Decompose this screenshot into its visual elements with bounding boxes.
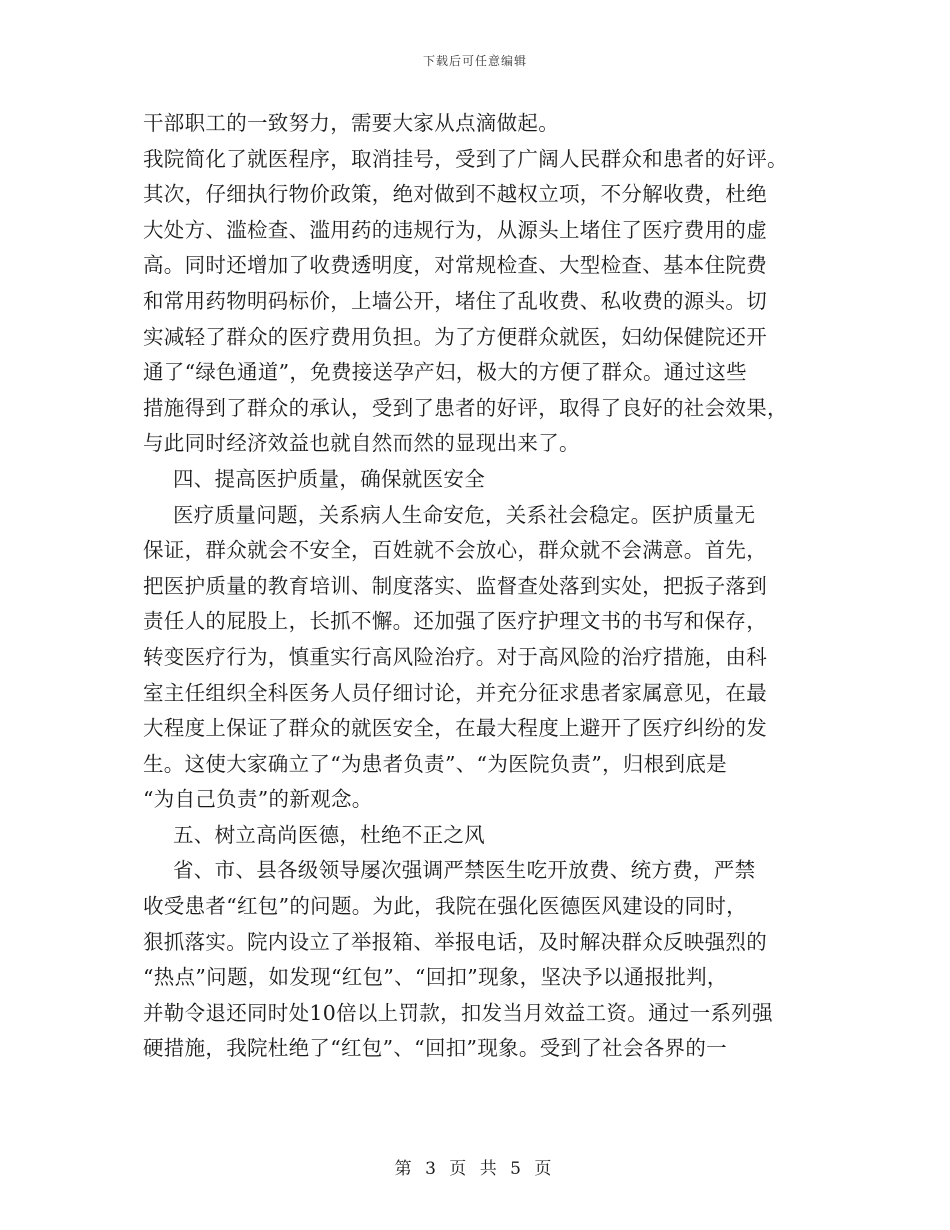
text-line: 责任人的屁股上，长抓不懈。还加强了医疗护理文书的书写和保存， xyxy=(143,609,767,634)
text-line: 措施得到了群众的承认，受到了患者的好评，取得了良好的社会效果， xyxy=(143,395,788,420)
text-line: 硬措施，我院杜绝了“红包”、“回扣”现象。受到了社会各界的一 xyxy=(143,1036,727,1061)
text-line: 把医护质量的教育培训、制度落实、监督查处落到实处，把扳子落到 xyxy=(143,573,767,598)
document-body xyxy=(143,106,813,1067)
text-line: 大程度上保证了群众的就医安全，在最大程度上避开了医疗纠纷的发 xyxy=(143,716,767,741)
text-line: 高。同时还增加了收费透明度，对常规检查、大型检查、基本住院费 xyxy=(143,253,767,278)
text-line: 并勒令退还同时处10倍以上罚款，扣发当月效益工资。通过一系列强 xyxy=(143,1000,773,1025)
text-line: 大处方、滥检查、滥用药的违规行为，从源头上堵住了医疗费用的虚 xyxy=(143,217,767,242)
page-header: 下载后可任意编辑 xyxy=(422,54,527,68)
text-line: 通了“绿色通道”，免费接送孕产妇，极大的方便了群众。通过这些 xyxy=(143,360,747,385)
text-line: 收受患者“红包”的问题。为此，我院在强化医德医风建设的同时， xyxy=(143,894,747,919)
text-line: 其次，仔细执行物价政策，绝对做到不越权立项，不分解收费，杜绝 xyxy=(143,182,767,207)
text-line: “热点”问题，如发现“红包”、“回扣”现象，坚决予以通报批判， xyxy=(143,965,728,990)
text-line: 实减轻了群众的医疗费用负担。为了方便群众就医，妇幼保健院还开 xyxy=(143,324,767,349)
text-line: 保证，群众就会不安全，百姓就不会放心，群众就不会满意。首先， xyxy=(143,538,767,563)
section-heading-5: 五、树立高尚医德，杜绝不正之风 xyxy=(173,822,485,847)
section-heading-4: 四、提高医护质量，确保就医安全 xyxy=(173,466,485,491)
text-line: 狠抓落实。院内设立了举报箱、举报电话，及时解决群众反映强烈的 xyxy=(143,929,767,954)
text-line: 我院简化了就医程序，取消挂号，受到了广阔人民群众和患者的好评。 xyxy=(143,146,788,171)
text-line: 生。这使大家确立了“为患者负责”、“为医院负责”，归根到底是 xyxy=(143,751,727,776)
text-line: “为自己负责”的新观念。 xyxy=(143,787,373,812)
page-footer: 第 3 页 共 5 页 xyxy=(394,1159,556,1179)
text-line: 省、市、县各级领导屡次强调严禁医生吃开放费、统方费，严禁 xyxy=(173,858,756,883)
text-line: 医疗质量问题，关系病人生命安危，关系社会稳定。医护质量无 xyxy=(173,502,756,527)
text-line: 和常用药物明码标价，上墙公开，堵住了乱收费、私收费的源头。切 xyxy=(143,288,767,313)
text-line: 转变医疗行为，慎重实行高风险治疗。对于高风险的治疗措施，由科 xyxy=(143,644,767,669)
text-line: 干部职工的一致努力，需要大家从点滴做起。 xyxy=(143,111,559,135)
text-line: 室主任组织全科医务人员仔细讨论，并充分征求患者家属意见，在最 xyxy=(143,680,767,705)
text-line: 与此同时经济效益也就自然而然的显现出来了。 xyxy=(143,431,580,456)
